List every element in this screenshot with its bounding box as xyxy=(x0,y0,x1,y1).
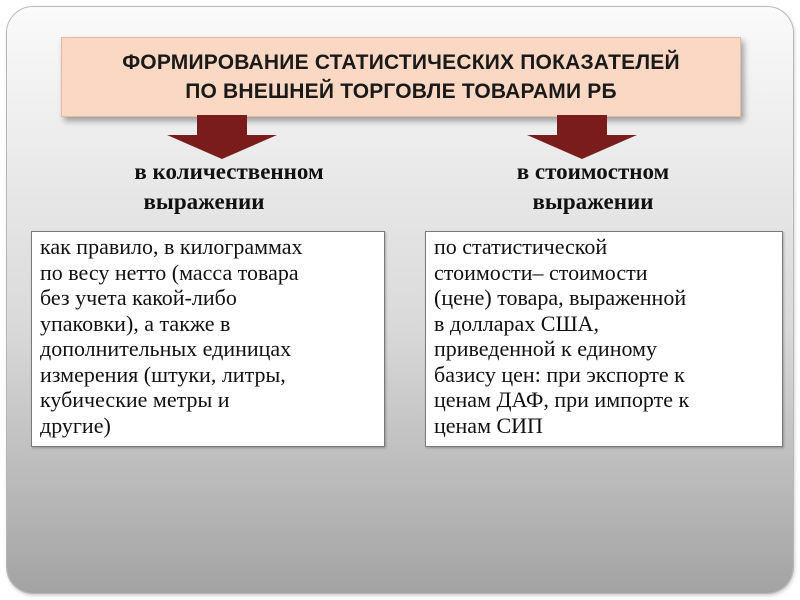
title-box xyxy=(61,37,741,117)
heading-value-line-2: выражении xyxy=(532,189,654,214)
value-text-line: ценам СИП xyxy=(434,412,543,438)
quantitative-text-line: упаковки), а также в xyxy=(40,310,231,336)
quantitative-text-line: другие) xyxy=(40,412,111,438)
quantitative-text-line: без учета какой-либо xyxy=(40,285,237,310)
quantitative-description-box xyxy=(31,231,385,447)
value-text-line: (цене) товара, выраженной xyxy=(434,285,687,310)
heading-quantitative-line-2: выражении xyxy=(143,189,265,214)
value-text-line: по статистической xyxy=(434,234,608,259)
value-text-line: в долларах США, xyxy=(434,310,600,336)
value-text-line: базису цен: при экспорте к xyxy=(434,361,685,387)
title-line-2: ПО ВНЕШНЕЙ ТОРГОВЛЕ ТОВАРАМИ РБ xyxy=(185,80,617,103)
slide xyxy=(7,7,793,593)
heading-quantitative xyxy=(69,157,389,217)
quantitative-text-line: как правило, в килограммах xyxy=(40,234,303,259)
heading-value-line-1: в стоимостном xyxy=(516,159,670,184)
quantitative-text-line: измерения (штуки, литры, xyxy=(40,361,286,387)
value-description-box xyxy=(425,231,783,447)
heading-value xyxy=(433,157,753,217)
value-text-line: ценам ДАФ, при импорте к xyxy=(434,387,690,412)
down-arrow-right-icon xyxy=(527,115,637,159)
quantitative-text-line: дополнительных единицах xyxy=(40,336,292,361)
down-arrow-left-icon xyxy=(167,115,277,159)
title-line-1: ФОРМИРОВАНИЕ СТАТИСТИЧЕСКИХ ПОКАЗАТЕЛЕЙ xyxy=(122,51,680,74)
quantitative-text-line: кубические метры и xyxy=(40,387,230,412)
value-text-line: стоимости– стоимости xyxy=(434,259,648,285)
heading-quantitative-line-1: в количественном xyxy=(134,159,324,184)
value-text-line: приведенной к единому xyxy=(434,336,657,361)
quantitative-text-line: по весу нетто (масса товара xyxy=(40,259,299,285)
